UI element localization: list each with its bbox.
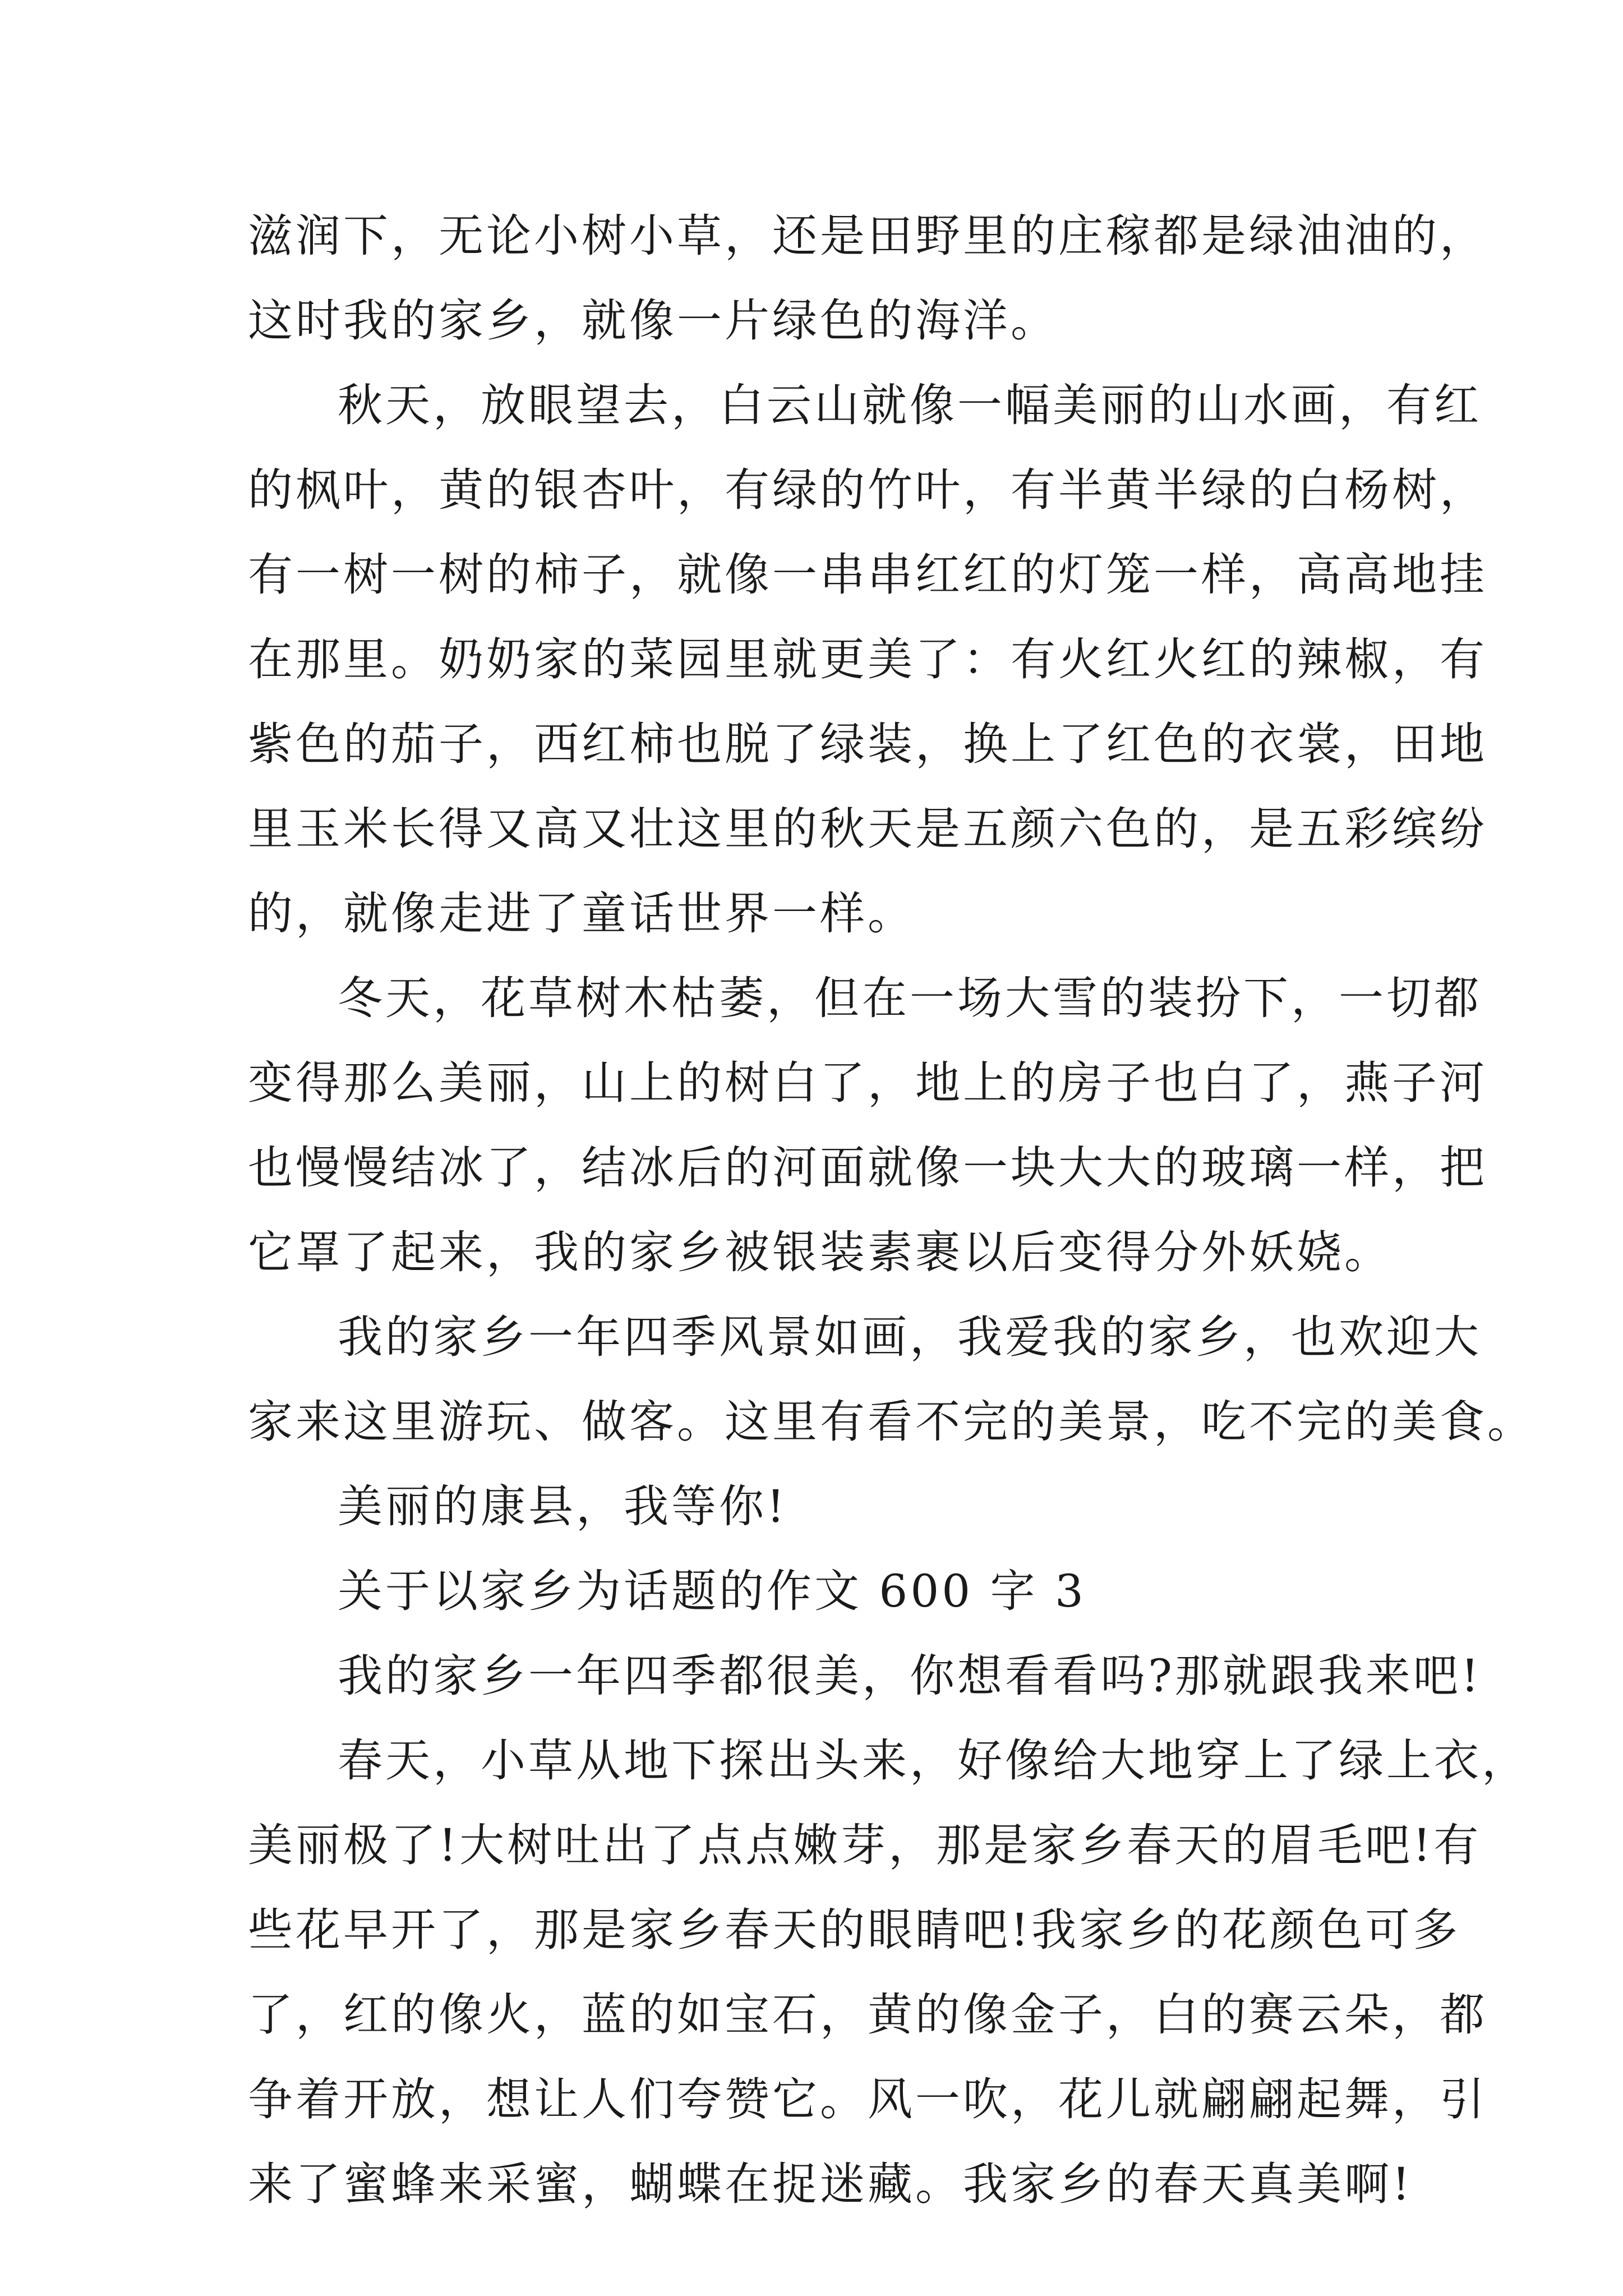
text-line: 家来这里游玩、做客。这里有看不完的美景，吃不完的美食。 xyxy=(248,1396,1535,1448)
text-line: 的枫叶，黄的银杏叶，有绿的竹叶，有半黄半绿的白杨树， xyxy=(248,464,1487,516)
text-line: 美丽极了!大树吐出了点点嫩芽，那是家乡春天的眉毛吧!有 xyxy=(248,1819,1482,1871)
text-line: 些花早开了，那是家乡春天的眼睛吧!我家乡的花颜色可多 xyxy=(248,1904,1461,1956)
text-line: 我的家乡一年四季都很美，你想看看吗?那就跟我来吧! xyxy=(338,1650,1482,1702)
text-line: 冬天，花草树木枯萎，但在一场大雪的装扮下，一切都 xyxy=(338,972,1482,1024)
text-line: 里玉米长得又高又壮这里的秋天是五颜六色的，是五彩缤纷 xyxy=(248,803,1487,855)
text-line: 春天，小草从地下探出头来，好像给大地穿上了绿上衣， xyxy=(338,1734,1529,1787)
section-heading: 关于以家乡为话题的作文 600 字 3 xyxy=(338,1565,1086,1617)
text-line: 争着开放，想让人们夸赞它。风一吹，花儿就翩翩起舞，引 xyxy=(248,2073,1487,2125)
text-line: 紫色的茄子，西红柿也脱了绿装，换上了红色的衣裳，田地 xyxy=(248,718,1487,770)
text-line: 它罩了起来，我的家乡被银装素裹以后变得分外妖娆。 xyxy=(248,1226,1392,1278)
text-line: 变得那么美丽，山上的树白了，地上的房子也白了，燕子河 xyxy=(248,1057,1487,1109)
text-line: 这时我的家乡，就像一片绿色的海洋。 xyxy=(248,295,1058,347)
text-line: 也慢慢结冰了，结冰后的河面就像一块大大的玻璃一样，把 xyxy=(248,1142,1487,1194)
text-line: 在那里。奶奶家的菜园里就更美了：有火红火红的辣椒，有 xyxy=(248,633,1487,685)
body-text xyxy=(248,194,1535,2226)
text-line: 我的家乡一年四季风景如画，我爱我的家乡，也欢迎大 xyxy=(338,1311,1482,1363)
text-line: 了，红的像火，蓝的如宝石，黄的像金子，白的赛云朵，都 xyxy=(248,1989,1487,2041)
text-line: 有一树一树的柿子，就像一串串红红的灯笼一样，高高地挂 xyxy=(248,549,1487,601)
text-line: 秋天，放眼望去，白云山就像一幅美丽的山水画，有红 xyxy=(338,379,1482,431)
text-line: 美丽的康县，我等你! xyxy=(338,1480,788,1533)
text-line: 的，就像走进了童话世界一样。 xyxy=(248,887,915,940)
text-line: 滋润下，无论小树小草，还是田野里的庄稼都是绿油油的， xyxy=(248,210,1487,262)
text-line: 来了蜜蜂来采蜜，蝴蝶在捉迷藏。我家乡的春天真美啊! xyxy=(248,2158,1413,2210)
